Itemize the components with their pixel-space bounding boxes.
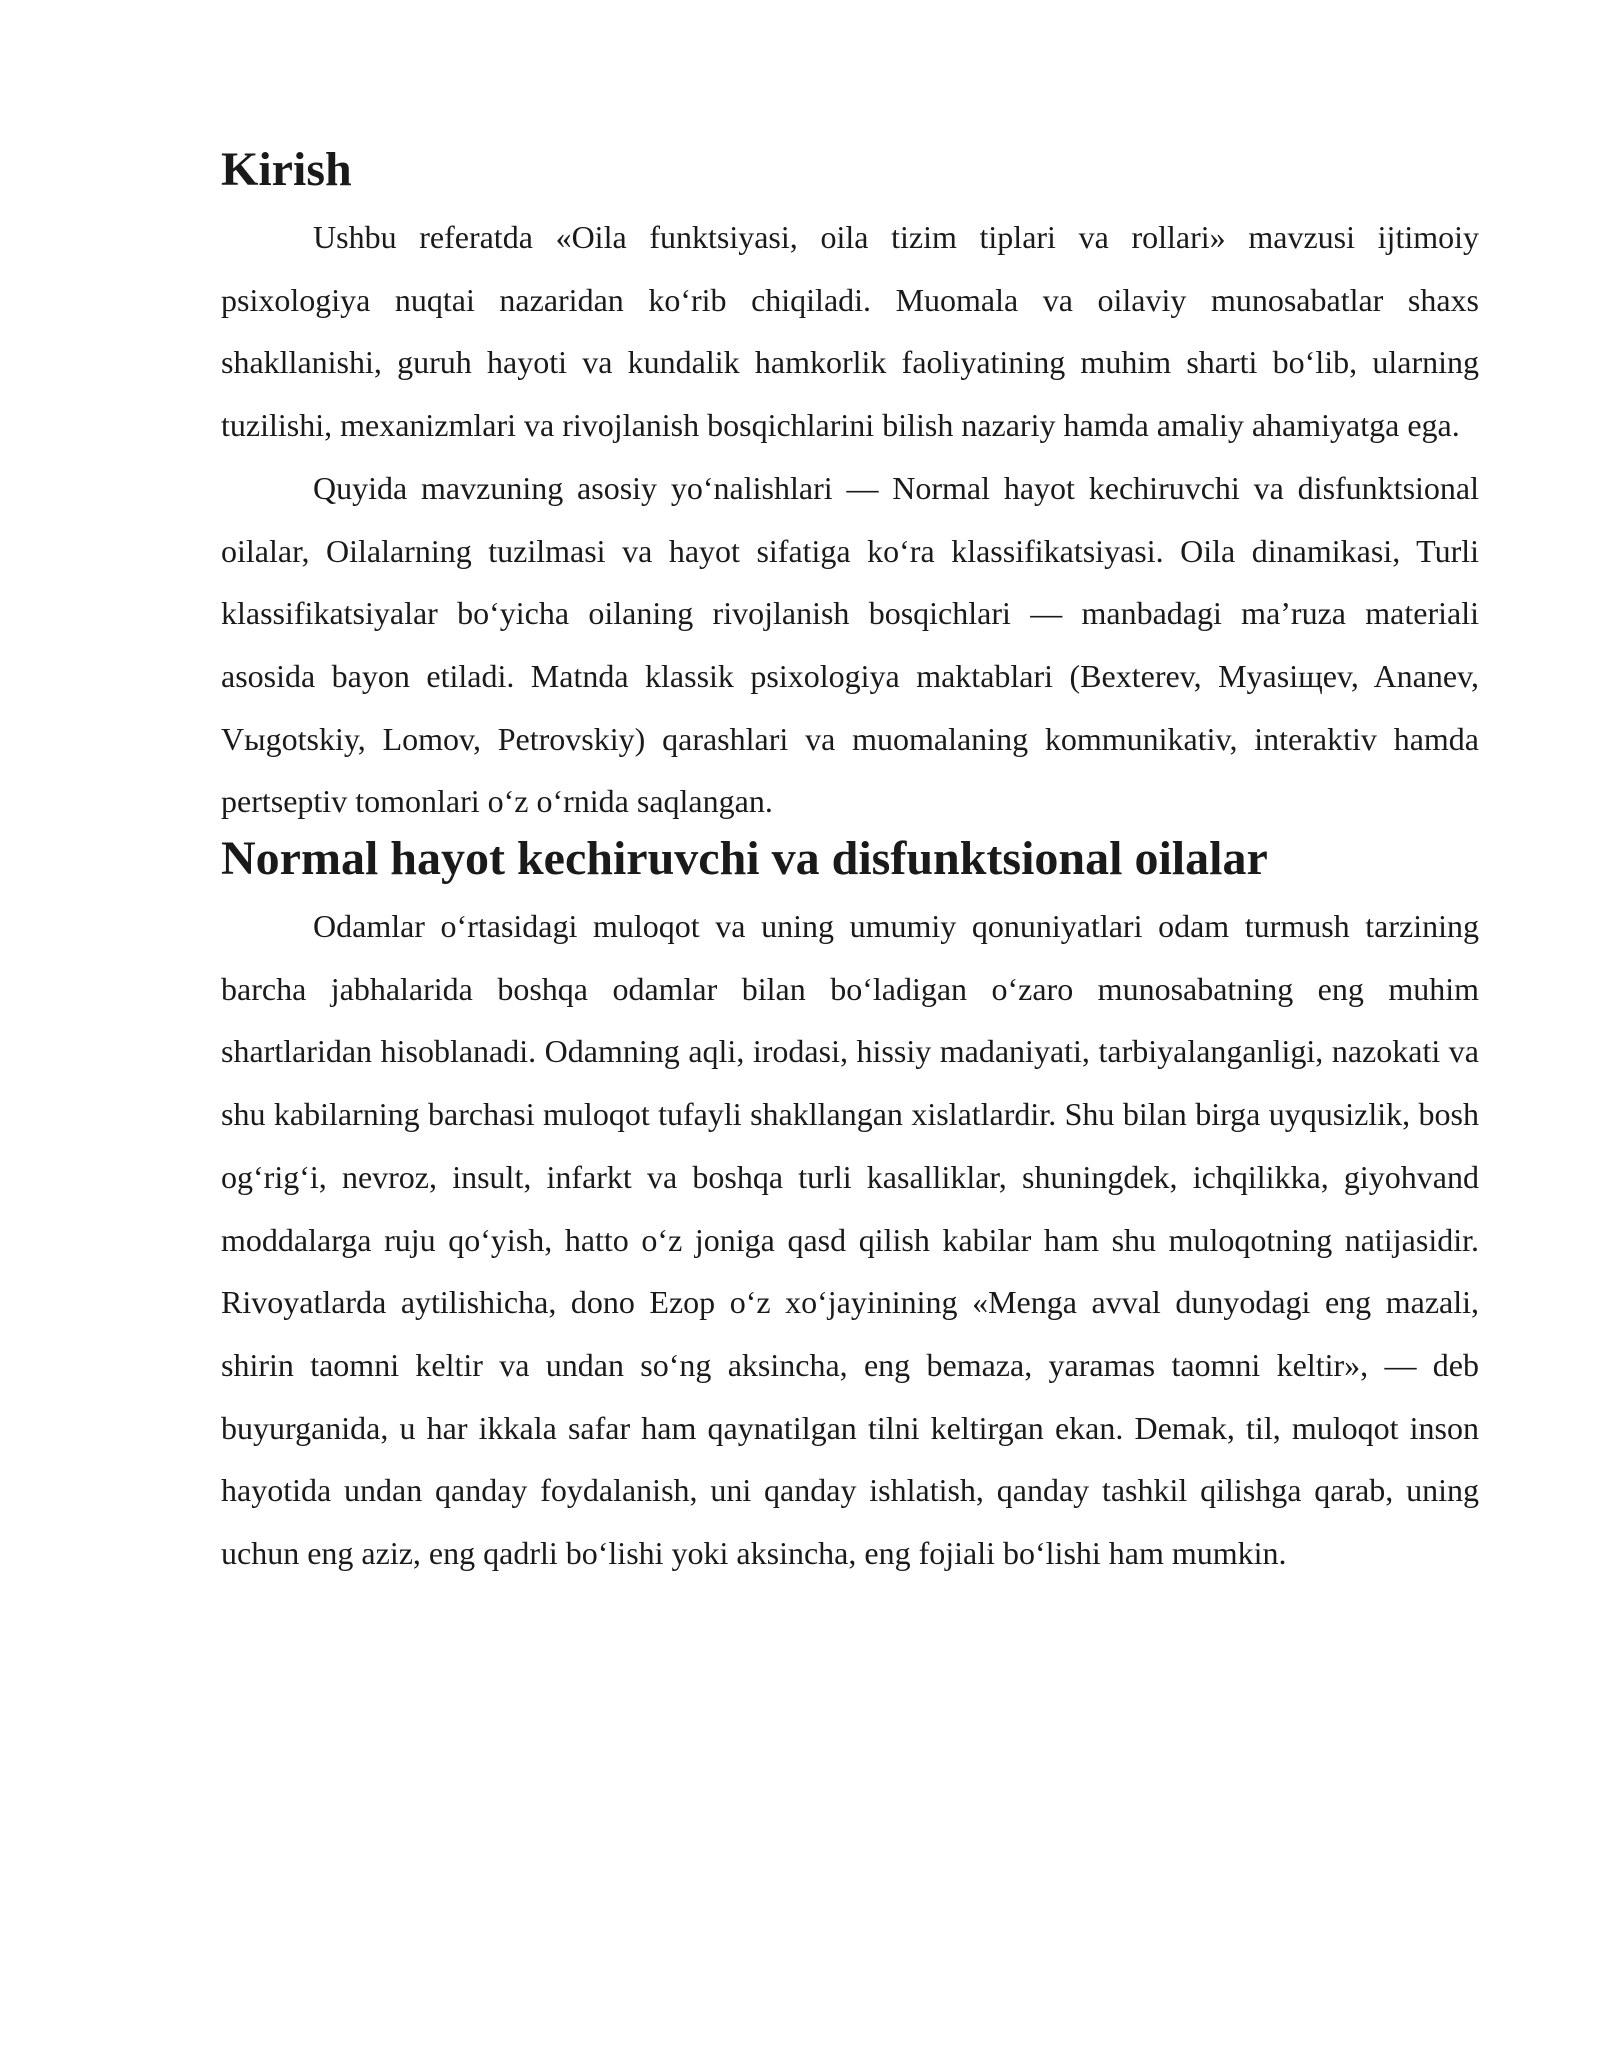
intro-heading: Kirish xyxy=(221,143,352,196)
section-heading: Normal hayot kechiruvchi va disfunktsional oilalar xyxy=(221,832,1268,886)
intro-paragraph-1: Ushbu referatda «Oila funktsiyasi, oila tizim tiplari va rollari» mavzusi ijtimoiy psixologiya nuqtai nazaridan koʻrib chiqiladi. Muomala va oilaviy munosabatlar shaxs shakllanishi, guruh hayoti va kundalik hamkorlik faoliyatining muhim sharti boʻlib, ularning tuzilishi, mexanizmlari va rivojlanish bosqichlarini bilish nazariy hamda amaliy ahamiyatga ega. xyxy=(221,219,1479,444)
section-paragraph-1: Odamlar oʻrtasidagi muloqot va uning umumiy qonuniyatlari odam turmush tarzining barcha jabhalarida boshqa odamlar bilan boʻladigan oʻzaro munosabatning eng muhim shartlaridan hisoblanadi. Odamning aqli, irodasi, hissiy madaniyati, tarbiyalanganligi, nazokati va shu kabilarning barchasi muloqot tufayli shakllangan xislatlardir. Shu bilan birga uyqusizlik, bosh ogʻrigʻi, nevroz, insult, infarkt va boshqa turli kasalliklar, shuningdek, ichqilikka, giyohvand moddalarga ruju qoʻyish, hatto oʻz joniga qasd qilish kabilar ham shu muloqotning natijasidir. Rivoyatlarda aytilishicha, dono Ezop oʻz xoʻjayinining «Menga avval dunyodagi eng mazali, shirin taomni keltir va undan soʻng aksincha, eng bemaza, yaramas taomni keltir», — deb buyurganida, u har ikkala safar ham qaynatilgan tilni keltirgan ekan. Demak, til, muloqot inson hayotida undan qanday foydalanish, uni qanday ishlatish, qanday tashkil qilishga qarab, uning uchun eng aziz, eng qadrli boʻlishi yoki aksincha, eng fojiali boʻlishi ham mumkin. xyxy=(221,908,1479,1572)
document-page xyxy=(221,143,1479,1585)
intro-paragraph-2: Quyida mavzuning asosiy yoʻnalishlari — Normal hayot kechiruvchi va disfunktsional oilalar, Oilalarning tuzilmasi va hayot sifatiga koʻra klassifikatsiyasi. Oila dinamikasi, Turli klassifikatsiyalar boʻyicha oilaning rivojlanish bosqichlari — manbadagi ma’ruza materiali asosida bayon etiladi. Matnda klassik psixologiya maktablari (Bexterev, Myasiщev, Ananev, Vыgotskiy, Lomov, Petrovskiy) qarashlari va muomalaning kommunikativ, interaktiv hamda pertseptiv tomonlari oʻz oʻrnida saqlangan. xyxy=(221,469,1479,820)
